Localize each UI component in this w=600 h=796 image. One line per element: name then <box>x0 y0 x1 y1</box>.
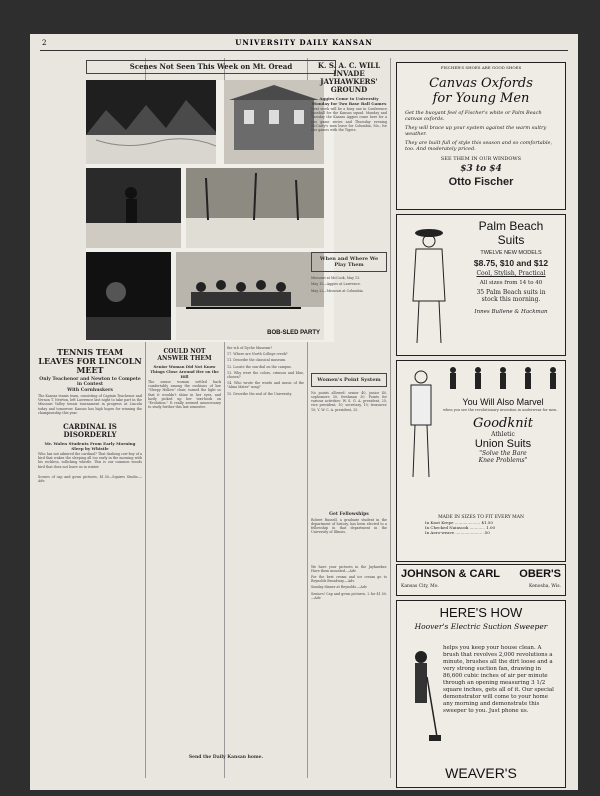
goodknit-price-line: In Aero-weave ..................... .50 <box>425 530 490 535</box>
vacuum-sweeper-icon <box>401 647 441 747</box>
union-suit-figures-icon <box>443 365 563 393</box>
palm-beach-footer-2: stock this morning. <box>481 296 541 303</box>
cardinal-subhead: Mr. Walen Students From Early Morning Sleep by Whistle <box>44 441 136 452</box>
photo-bobsled-party <box>176 252 324 340</box>
fischer-headline-2: for Young Men <box>432 91 530 106</box>
weavers-ad <box>396 600 566 788</box>
tennis-subhead: Only Teachenor and Newton to Compete in Contest <box>39 377 141 387</box>
weavers-body: helps you keep your house clean. A brush that revolves 2,000 revolutions a minute, brushes all the dirt loose and a very strong suction fan, drawing in 86,600 cubic inches of air per minute through an opening measuring 3 1/2 square inches, gets all of it. Our special demonstrator will come to your home any morning and demonstrate this sweeper to you. Just phone us. <box>443 645 554 714</box>
fischer-ad <box>396 62 566 210</box>
fischer-body-2: They will brace up your system against the warm sultry weather. <box>405 125 547 137</box>
question-item: the w.h of Dyche Museum? <box>227 346 272 350</box>
weavers-store: WEAVER'S <box>445 765 517 781</box>
building-icon <box>224 80 324 164</box>
newspaper-name: UNIVERSITY DAILY KANSAN <box>235 38 373 47</box>
women-point-box <box>311 373 387 387</box>
when-where-title: When and Where We Play Them <box>319 256 379 269</box>
classified-item: We have your pictures in the Jayhawker. Have them mounted.—Adv. <box>311 564 387 573</box>
obers-city: Kenosha, Wis. <box>529 584 561 589</box>
photo-trees <box>186 168 324 248</box>
athlete-figure-icon <box>401 367 441 517</box>
cardinal-body: Who has not admired the cardinal? That dashing cow-boy of a bird that wakes the sleeping all too early in the morning with his reckless, rollicking whistle. This is our common woods bird that does not leave us in winter. <box>38 452 142 469</box>
goodknit-athletic: Athletic <box>491 431 515 438</box>
man-in-suit-icon <box>401 221 456 351</box>
goodknit-price-line: In Knot Krepe .................... $1.50 <box>425 520 493 525</box>
fischer-headline-1: Canvas Oxfords <box>429 76 533 91</box>
goodknit-made-in: MADE IN SIZES TO FIT EVERY MAN <box>438 515 524 520</box>
palm-beach-sizes: All sizes from 14 to 40 <box>479 280 543 286</box>
goodknit-marvel: You Will Also Marvel <box>462 397 544 407</box>
photo-collage <box>86 80 334 342</box>
when-where-item: May 15—Aggies at Lawrence. <box>311 282 361 287</box>
page-number: 2 <box>42 39 47 47</box>
palm-beach-title-1: Palm Beach <box>478 219 544 233</box>
kansan-home-note <box>148 754 304 766</box>
tennis-body: The Kansas tennis team, consisting of Captain Teachenor and Vernon T. Newton, left Lawrence last night to take part in the Missouri Valley tennis tournament in progress at Lincoln today and tomorrow. Kansas has high hopes for winning the championship this year. <box>38 394 142 415</box>
aggies-body: Next week will be a busy one in Conference baseball for the Kansas squad. Monday and Tuesday the Kansas Aggies come here for a two game series and Thursday evening McCarty's men leave for Columbia, Mo., for two games with the Tigers. <box>311 107 387 133</box>
palm-beach-signature: Innes Bullene & Hackman <box>474 309 548 315</box>
obers-name: OBER'S <box>519 568 561 580</box>
question-item: 14. Who wrote the words and music of the "Alma Mater" song? <box>227 381 304 390</box>
photo-snowy-campus <box>86 80 216 164</box>
goodknit-title: Union Suits <box>474 438 532 450</box>
photo-feature-title-box <box>86 60 336 74</box>
when-where-item: May 22—Missouri at Columbia. <box>311 288 364 293</box>
when-where-item: Missouri at McCook, May 13. <box>311 276 361 281</box>
newspaper-page <box>30 34 578 790</box>
masthead-rule <box>40 50 568 51</box>
trees-icon <box>186 168 324 248</box>
masthead <box>30 38 578 50</box>
goodknit-price-line: In Checked Nainsook ............ 1.00 <box>425 525 496 530</box>
fischer-body-1: Get the buoyant feel of Fischer's white or Palm Beach canvas oxfords. <box>405 110 542 122</box>
cardinal-headline: CARDINAL IS DISORDERLY <box>63 422 117 440</box>
fischer-signature: Otto Fischer <box>448 176 514 188</box>
column-1 <box>38 346 142 786</box>
johnson-carl-ad <box>396 564 566 596</box>
photo-feature-title: Scenes Not Seen This Week on Mt. Oread <box>129 62 293 71</box>
question-item: 15. Describe the seal of the University. <box>227 391 292 396</box>
palm-beach-ad <box>396 214 566 356</box>
question-item: 11. Describe the classical museum. <box>227 358 287 363</box>
weavers-subheadline: Hoover's Electric Suction Sweeper <box>414 622 548 631</box>
couldnt-answer-body: The senior woman settled back comfortably among the cushions of her "Sleepy Hollow" chair, turned the light so that it wouldn't shine in her eyes, and lazily picked up her text-book on "Evolution." It really seemed unnecessary to study further this last semester. <box>148 380 221 410</box>
johnson-carl-name: JOHNSON & CARL <box>401 568 501 580</box>
aggies-headline: K. S. A. C. WILL INVADE JAYHAWKERS' GROUND <box>317 61 381 94</box>
fellowship-title: Get Fellowships <box>329 511 369 517</box>
column-3 <box>227 346 304 786</box>
question-item: 12. Locate the sun-dial on the campus. <box>227 364 292 369</box>
squires-ad: Scenes of cap and gown pictures, $1.50—Squires Studio.—Adv. <box>38 474 142 484</box>
column-2 <box>148 346 221 786</box>
fischer-price: $3 to $4 <box>460 164 502 174</box>
goodknit-brand: Goodknit <box>473 416 533 431</box>
aggies-subhead: Aggies Come to University Monday for Two Base Ball Games <box>311 96 387 106</box>
tennis-subhead-2: With Cornhuskers <box>67 388 113 393</box>
couldnt-answer-headline: COULD NOT ANSWER THEM <box>157 348 212 362</box>
palm-beach-footer-1: 35 Palm Beach suits in <box>476 289 546 296</box>
question-item: 13. Why were the colors, crimson and blue, chosen? <box>227 370 304 380</box>
palm-beach-prices: $8.75, $10 and $12 <box>473 258 549 268</box>
bobsled-icon <box>176 252 324 340</box>
fischer-banner: FISCHER'S SHOES ARE GOOD SHOES <box>440 65 522 70</box>
photo-skier <box>86 168 181 248</box>
send-kansan-home: Send the Daily Kansan home. <box>188 755 264 760</box>
couldnt-answer-subhead: Senior Woman Did Not Know Things Close Around Her on the Hill <box>150 364 219 379</box>
johnson-carl-city: Kansas City, Mo. <box>401 584 439 589</box>
goodknit-slogan-2: Knee Problems" <box>478 457 528 464</box>
palm-beach-models: TWELVE NEW MODELS <box>480 250 542 256</box>
column-4 <box>311 60 387 786</box>
skier-icon <box>86 168 181 248</box>
fischer-body-3: They are built full of style this season and so comfortable, too. And moderately priced. <box>405 140 553 152</box>
goodknit-ad <box>396 360 566 562</box>
photo-building <box>224 80 324 164</box>
goodknit-marvel-sub: when you see the revolutionary invention in underwear for men. <box>443 408 558 412</box>
column-separator <box>390 58 391 778</box>
palm-beach-title-2: Suits <box>497 233 525 247</box>
classified-item: For the best cream and ice cream go to Reynolds Broadway.—Adv. <box>311 575 387 584</box>
classified-item: Sunday dinner at Reynolds.—Adv. <box>311 585 368 590</box>
palm-beach-tagline: Cool, Stylish, Practical <box>476 270 546 277</box>
goodknit-slogan-1: "Solve the Bare <box>479 450 527 457</box>
snow-scene-icon <box>86 80 216 164</box>
question-item: 17. Where are North College creek? <box>227 352 288 357</box>
night-scene-icon <box>86 252 171 340</box>
weavers-headline: HERE'S HOW <box>439 605 523 620</box>
women-point-title: Women's Point System <box>317 376 381 383</box>
classified-item: Seniors! Cap and gown pictures, 2 for $1.50.—Adv. <box>311 591 387 600</box>
when-where-box <box>311 252 387 272</box>
photo-caption: BOB-SLED PARTY <box>267 330 320 336</box>
tennis-headline: TENNIS TEAM LEAVES FOR LINCOLN MEET <box>38 347 142 375</box>
fellowship-body: Robert Russell, a graduate student in the department of history, has been elected to a fellowship in that department in the University of Illinois. <box>311 517 387 535</box>
fischer-see-them: SEE THEM IN OUR WINDOWS <box>440 156 522 162</box>
photo-night-scene <box>86 252 171 340</box>
women-point-body: No points allowed: senior 40, junior 40, sophomore 30, freshman 30. Points for various activities: W. S. G. A. president, 25; vice president, 10; secretary, 10; treasurer, 10; Y. W. C. A. president, 25. <box>311 390 387 412</box>
